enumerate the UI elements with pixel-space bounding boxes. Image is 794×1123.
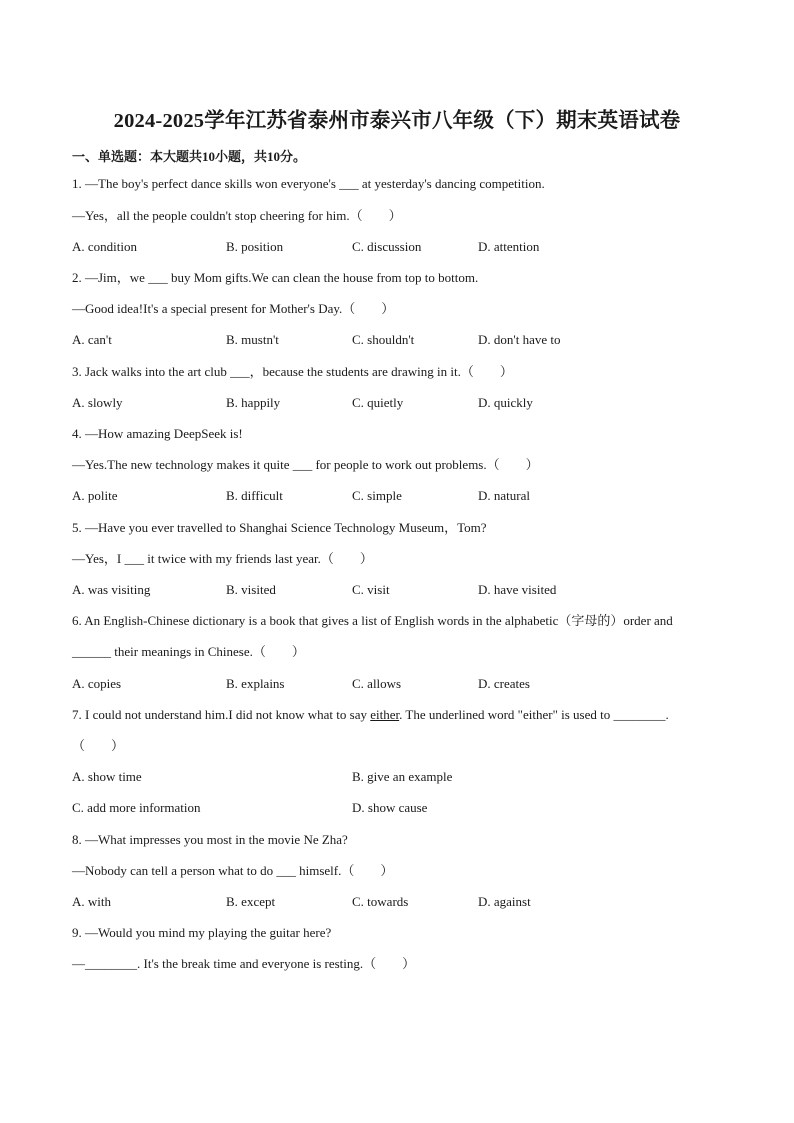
question-8-stem: 8. —What impresses you most in the movie Ne Zha? [72,832,348,847]
question-1-stem-2: —Yes，all the people couldn't stop cheering for him.（ ） [72,208,402,223]
question-3-stem: 3. Jack walks into the art club ___，because the students are drawing in it.（ ） [72,364,513,379]
question-2-option-a[interactable]: A. can't [72,332,112,347]
question-9-stem-2: —________. It's the break time and everyone is resting.（ ） [72,956,416,971]
question-8-option-d[interactable]: D. against [478,894,531,909]
question-7-option-a[interactable]: A. show time [72,769,142,784]
section-heading: 一、单选题：本大题共10小题，共10分。 [72,149,307,164]
question-6-option-b[interactable]: B. explains [226,676,285,691]
question-1-option-a[interactable]: A. condition [72,239,137,254]
question-4-stem-2: —Yes.The new technology makes it quite ___ for people to work out problems.（ ） [72,457,539,472]
question-7-stem [72,706,669,724]
question-5-option-b[interactable]: B. visited [226,582,276,597]
question-7-option-b[interactable]: B. give an example [352,769,453,784]
question-5-stem: 5. —Have you ever travelled to Shanghai Science Technology Museum，Tom? [72,520,487,535]
question-2-stem: 2. —Jim，we ___ buy Mom gifts.We can clean the house from top to bottom. [72,270,479,285]
page-title: 2024-2025学年江苏省泰州市泰兴市八年级（下）期末英语试卷 [113,110,681,132]
question-6-stem: 6. An English-Chinese dictionary is a book that gives a list of English words in the alphabetic（字母的）order and [72,613,673,628]
question-3-option-c[interactable]: C. quietly [352,395,404,410]
question-4-option-b[interactable]: B. difficult [226,488,283,503]
question-2-option-c[interactable]: C. shouldn't [352,332,415,347]
question-7-stem-pre: 7. I could not understand him.I did not know what to say [72,707,371,722]
question-2-option-b[interactable]: B. mustn't [226,332,279,347]
question-1-option-b[interactable]: B. position [226,239,284,254]
question-6-option-c[interactable]: C. allows [352,676,402,691]
question-5-stem-2: —Yes，I ___ it twice with my friends last year.（ ） [72,551,373,566]
question-7-option-c[interactable]: C. add more information [72,800,201,815]
question-4-stem: 4. —How amazing DeepSeek is! [72,426,243,441]
question-7-stem-post: . The underlined word "either" is used to ________. [399,707,669,722]
question-6-option-d[interactable]: D. creates [478,676,530,691]
question-6-option-a[interactable]: A. copies [72,676,122,691]
question-3-option-b[interactable]: B. happily [226,395,281,410]
question-7-stem-2: （ ） [72,738,125,753]
question-5-option-a[interactable]: A. was visiting [72,582,151,597]
question-8-option-b[interactable]: B. except [226,894,276,909]
question-5-option-c[interactable]: C. visit [352,582,390,597]
question-1-stem: 1. —The boy's perfect dance skills won everyone's ___ at yesterday's dancing competition. [72,176,545,191]
question-9-stem: 9. —Would you mind my playing the guitar here? [72,925,332,940]
question-5-option-d[interactable]: D. have visited [478,582,557,597]
question-4-option-c[interactable]: C. simple [352,488,402,503]
underlined-word: either [370,707,400,722]
question-3-option-a[interactable]: A. slowly [72,395,123,410]
question-8-option-a[interactable]: A. with [72,894,111,909]
question-4-option-d[interactable]: D. natural [478,488,530,503]
question-8-option-c[interactable]: C. towards [352,894,409,909]
question-2-option-d[interactable]: D. don't have to [478,332,561,347]
question-2-stem-2: —Good idea!It's a special present for Mother's Day.（ ） [72,301,395,316]
question-3-option-d[interactable]: D. quickly [478,395,533,410]
question-8-stem-2: —Nobody can tell a person what to do ___ himself.（ ） [72,863,394,878]
question-4-option-a[interactable]: A. polite [72,488,118,503]
question-7-option-d[interactable]: D. show cause [352,800,428,815]
question-1-option-d[interactable]: D. attention [478,239,540,254]
question-1-option-c[interactable]: C. discussion [352,239,422,254]
question-6-stem-2: ______ their meanings in Chinese.（ ） [72,644,305,659]
